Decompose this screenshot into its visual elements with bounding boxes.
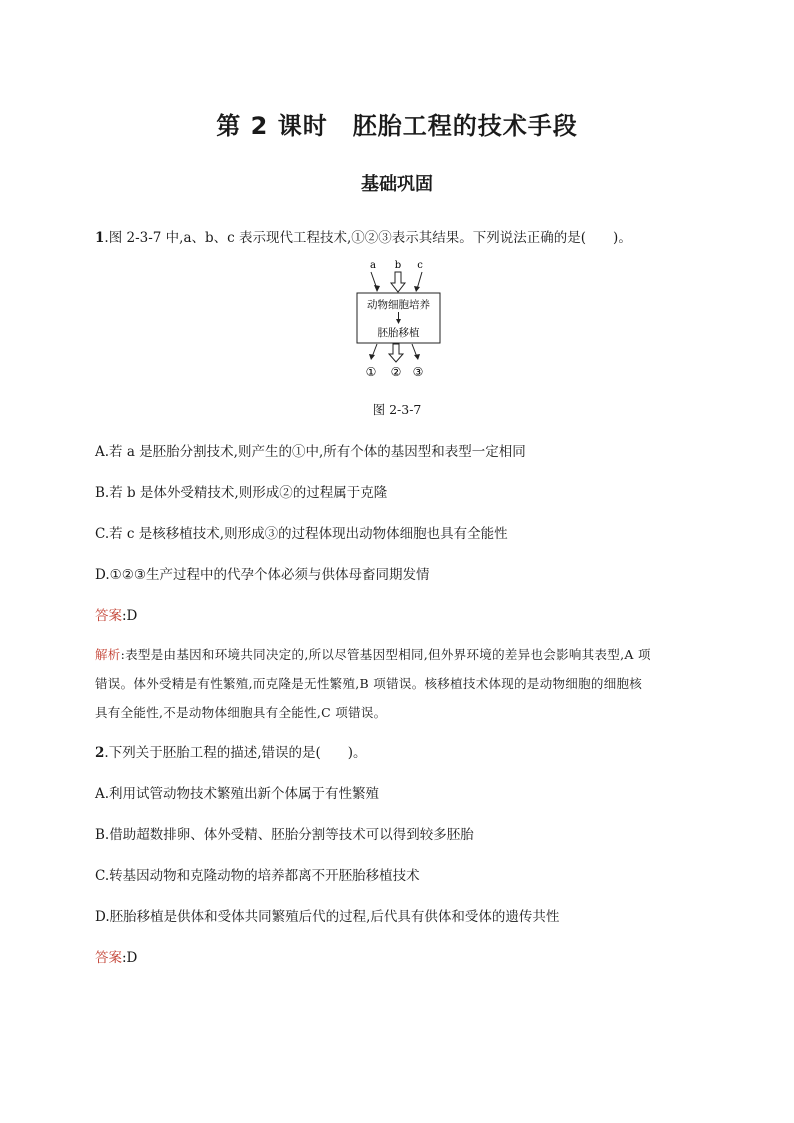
input-arrow-c [414,272,422,292]
output-label-3: ③ [412,365,424,379]
process-diagram [340,256,460,381]
option-c: C.转基因动物和克隆动物的培养都离不开胚胎移植技术 [95,868,420,884]
figure-caption: 图 2-3-7 [372,402,422,417]
option-c: C.若 c 是核移植技术,则形成③的过程体现出动物体细胞也具有全能性 [95,526,508,542]
answer-value: :D [122,608,138,624]
question-text: .图 2-3-7 中,a、b、c 表示现代工程技术,①②③表示其结果。下列说法正确的是( )。 [104,230,632,246]
option-a: A.利用试管动物技术繁殖出新个体属于有性繁殖 [95,786,380,802]
section-heading: 基础巩固 [361,174,433,195]
question-2-stem [95,741,705,761]
output-label-2: ② [390,365,402,379]
explanation-label: 解析 [95,647,121,662]
question-number: 1 [95,230,105,246]
output-arrow-1 [369,344,377,360]
question-text: .下列关于胚胎工程的描述,错误的是( )。 [104,745,367,761]
option-d: D.①②③生产过程中的代孕个体必须与供体母畜同期发情 [95,567,430,583]
box-label-culture: 动物细胞培养 [367,299,430,311]
option-a: A.若 a 是胚胎分割技术,则产生的①中,所有个体的基因型和表型一定相同 [95,444,526,460]
explanation-line [95,645,705,663]
input-label-b: b [394,260,402,271]
answer-line [95,604,705,624]
input-label-a: a [370,260,376,271]
output-arrow-3 [412,344,420,360]
output-arrow-2-hollow [389,344,403,362]
option-d: D.胚胎移植是供体和受体共同繁殖后代的过程,后代具有供体和受体的遗传共性 [95,909,560,925]
answer-label: 答案 [95,950,122,966]
page-title: 第 2 课时 胚胎工程的技术手段 [216,112,578,140]
output-label-1: ① [365,365,377,379]
question-number: 2 [95,745,105,761]
question-1-stem [95,226,705,246]
input-arrow-a [371,272,380,292]
option-b: B.借助超数排卵、体外受精、胚胎分割等技术可以得到较多胚胎 [95,827,474,843]
option-b: B.若 b 是体外受精技术,则形成②的过程属于克隆 [95,485,388,501]
answer-label: 答案 [95,608,122,624]
answer-line [95,946,705,966]
explanation-line: 具有全能性,不是动物体细胞具有全能性,C 项错误。 [95,705,387,720]
input-arrow-b-hollow [391,272,405,292]
answer-value: :D [122,950,138,966]
box-label-transfer: 胚胎移植 [377,327,420,339]
explanation-text: :表型是由基因和环境共同决定的,所以尽管基因型相同,但外界环境的差异也会影响其表型,A 项 [120,647,651,662]
input-label-c: c [417,260,423,271]
explanation-line: 错误。体外受精是有性繁殖,而克隆是无性繁殖,B 项错误。核移植技术体现的是动物细胞的细胞核 [95,676,643,691]
